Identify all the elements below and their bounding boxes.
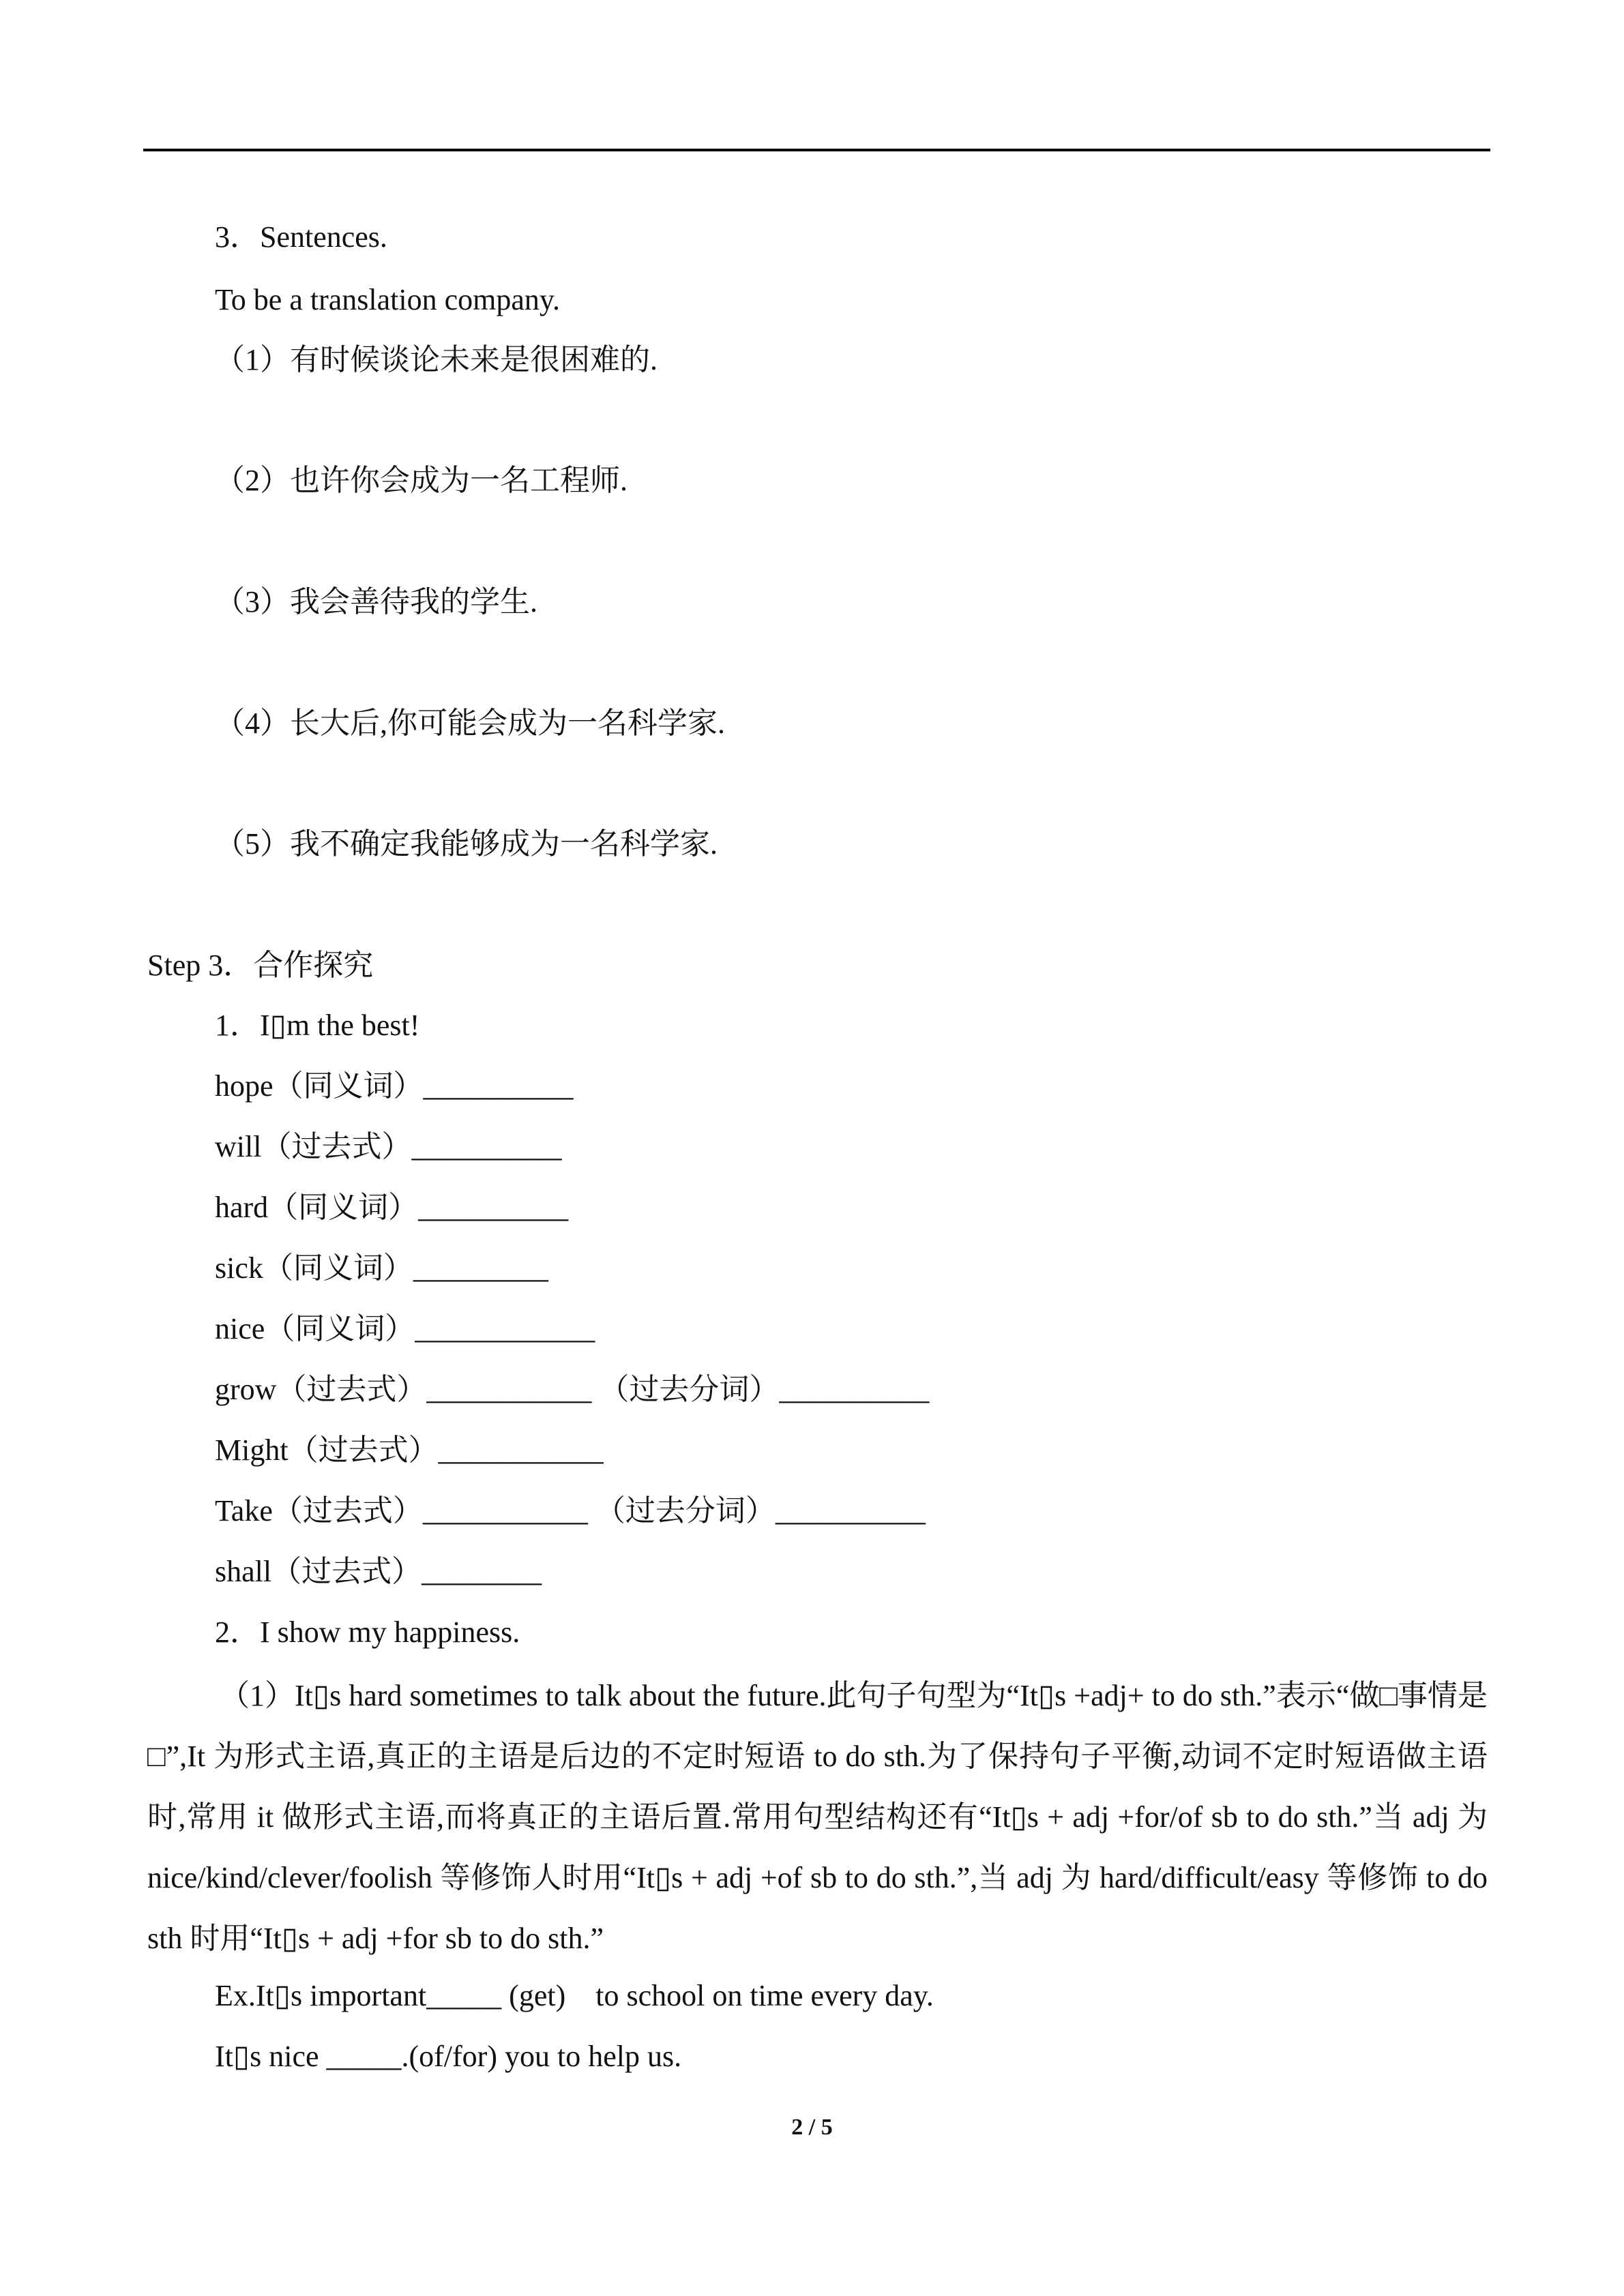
header-rule [143,149,1490,151]
subsection-1: 1．I▯m the best! [215,1009,420,1042]
vocab-item: grow（过去式）___________ （过去分词）__________ [215,1373,930,1406]
vocab-item: will（过去式）__________ [215,1130,562,1163]
sentence-4: （4）长大后,你可能会成为一名科学家. [215,706,725,740]
intro-line: To be a translation company. [215,283,561,316]
vocab-item: Take（过去式）___________ （过去分词）__________ [215,1494,926,1527]
vocab-item: shall（过去式）________ [215,1555,542,1588]
subsection-2: 2．I show my happiness. [215,1615,520,1649]
vocab-item: hard（同义词）__________ [215,1191,569,1224]
vocab-item: nice（同义词）____________ [215,1312,595,1345]
vocab-item: sick（同义词）_________ [215,1251,548,1285]
sentence-5: （5）我不确定我能够成为一名科学家. [215,827,718,861]
example-2: It▯s nice _____.(of/for) you to help us. [215,2040,682,2073]
grammar-explanation: （1）It▯s hard sometimes to talk about the future.此句子句型为“It▯s +adj+ to do sth.”表示“做□事情是□”,It 为形式主语,真正的主语是后边的不定时短语 to do sth.为了保持句子平衡,动词不定时短语做主语时,常用 it 做形式主语,而将真正的主语后置.常用句型结构还有“It▯s + adj +for/of sb to do sth.”当 adj 为 nice/kind/clever/foolish 等修饰人时用“It▯s + adj +of sb to do sth.”,当 adj 为 hard/difficult/easy 等修饰 to do sth 时用“It▯s + adj +for sb to do sth.” [147,1679,1488,1955]
sentence-1: （1）有时候谈论未来是很困难的. [215,343,658,376]
vocab-item: hope（同义词）__________ [215,1069,574,1103]
section-heading: 3．Sentences. [215,220,387,254]
step-heading: Step 3．合作探究 [147,949,374,982]
sentence-2: （2）也许你会成为一名工程师. [215,464,628,497]
example-1: Ex.It▯s important_____ (get) to school on time every day. [215,1979,934,2012]
sentence-3: （3）我会善待我的学生. [215,585,537,618]
page-number: 2 / 5 [791,2115,833,2140]
vocab-item: Might（过去式）___________ [215,1433,604,1467]
